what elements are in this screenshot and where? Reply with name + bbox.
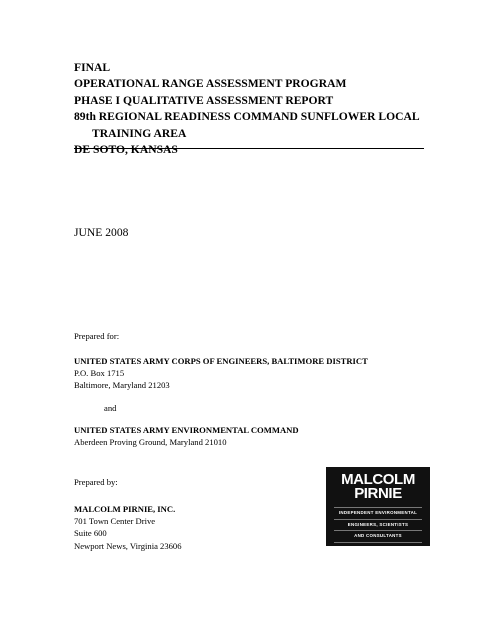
- logo-tag-line3: AND CONSULTANTS: [334, 530, 422, 543]
- preparer-city: Newport News, Virginia 23606: [74, 540, 182, 551]
- preparer-street: 701 Town Center Drive: [74, 516, 156, 527]
- logo-wordmark: [326, 473, 430, 501]
- preparer-address: [74, 503, 182, 552]
- report-date: JUNE 2008: [74, 226, 129, 239]
- recipient-usace-name: UNITED STATES ARMY CORPS OF ENGINEERS, BALTIMORE DISTRICT: [74, 356, 368, 366]
- title-line-status: FINAL: [74, 61, 111, 74]
- logo-tag-line2: ENGINEERS, SCIENTISTS: [334, 519, 422, 531]
- recipient-conjunction: and: [104, 403, 117, 413]
- recipient-usace: [74, 355, 368, 392]
- recipient-usaec-location: Aberdeen Proving Ground, Maryland 21010: [74, 437, 227, 448]
- title-line-program: OPERATIONAL RANGE ASSESSMENT PROGRAM: [74, 77, 347, 91]
- title-line-training-area: TRAINING AREA: [92, 126, 187, 140]
- title-line-report: PHASE I QUALITATIVE ASSESSMENT REPORT: [74, 93, 334, 107]
- preparer-name: MALCOLM PIRNIE, INC.: [74, 504, 176, 514]
- title-line-location: DE SOTO, KANSAS: [74, 143, 178, 157]
- recipient-usaec: [74, 424, 299, 448]
- title-divider: [74, 148, 424, 149]
- prepared-by-label: Prepared by:: [74, 477, 118, 487]
- report-title: [74, 60, 434, 158]
- logo-name-line2: PIRNIE: [354, 485, 402, 502]
- recipient-usace-pobox: P.O. Box 1715: [74, 368, 125, 379]
- preparer-suite: Suite 600: [74, 528, 107, 539]
- recipient-usace-city: Baltimore, Maryland 21203: [74, 380, 170, 391]
- title-line-command: 89th REGIONAL READINESS COMMAND SUNFLOWER LOCAL: [74, 110, 420, 124]
- logo-tag-line1: INDEPENDENT ENVIRONMENTAL: [334, 507, 422, 519]
- recipient-usaec-name: UNITED STATES ARMY ENVIRONMENTAL COMMAND: [74, 425, 299, 435]
- logo-name-line1: MALCOLM: [341, 471, 415, 488]
- malcolm-pirnie-logo: [326, 467, 430, 546]
- prepared-for-label: Prepared for:: [74, 331, 120, 341]
- logo-tagline: [326, 507, 430, 543]
